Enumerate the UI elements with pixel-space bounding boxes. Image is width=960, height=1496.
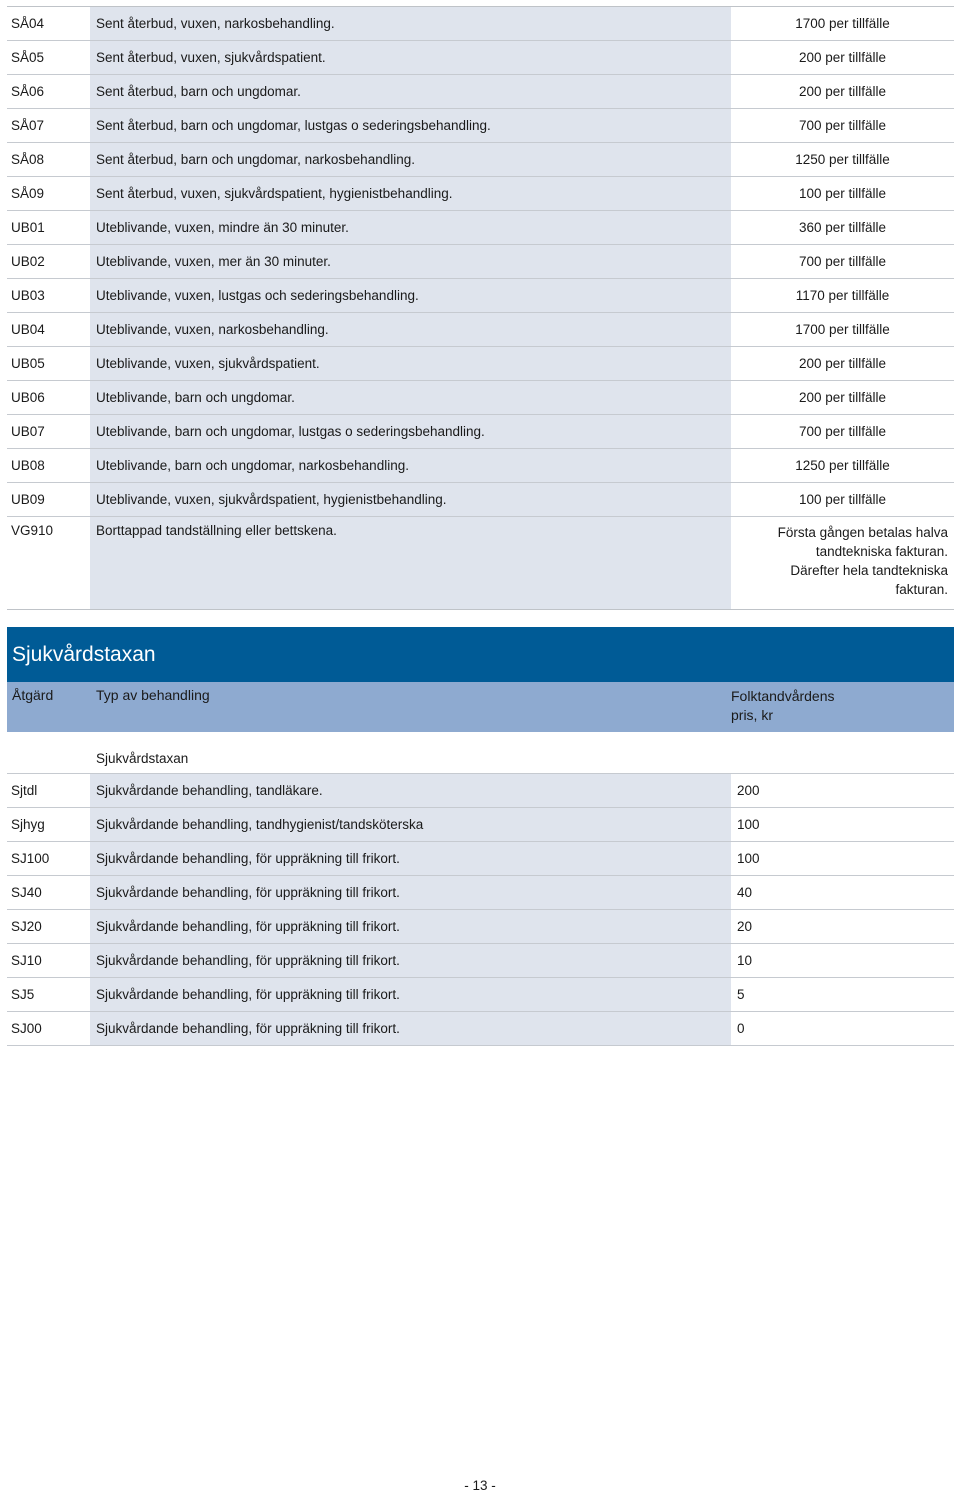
treatment-description: Uteblivande, vuxen, mindre än 30 minuter. — [90, 211, 731, 245]
treatment-description: Sent återbud, vuxen, narkosbehandling. — [90, 7, 731, 41]
table-row — [7, 7, 954, 41]
table-row — [7, 978, 954, 1012]
section-title: Sjukvårdstaxan — [12, 643, 156, 666]
price: 700 per tillfälle — [731, 245, 954, 279]
action-code: UB08 — [7, 449, 90, 483]
table-row — [7, 143, 954, 177]
empty-cell — [7, 732, 90, 774]
price-note-line: tandtekniska fakturan. — [815, 544, 948, 559]
action-code: Sjtdl — [7, 774, 90, 808]
price: 200 — [731, 774, 954, 808]
table-header-row — [7, 682, 954, 732]
treatment-description: Sjukvårdande behandling, för uppräkning till frikort. — [90, 978, 731, 1012]
price-note — [731, 517, 954, 610]
treatment-description: Sjukvårdande behandling, för uppräkning till frikort. — [90, 876, 731, 910]
action-code: UB01 — [7, 211, 90, 245]
treatment-description: Sjukvårdande behandling, för uppräkning till frikort. — [90, 1012, 731, 1046]
action-code: SJ40 — [7, 876, 90, 910]
sjukvardstaxa-table-body — [7, 682, 954, 1046]
treatment-description: Sjukvårdande behandling, tandläkare. — [90, 774, 731, 808]
column-header-price-line: Folktandvårdens — [731, 688, 835, 704]
fee-table-body — [7, 7, 954, 610]
column-header-type: Typ av behandling — [90, 682, 731, 732]
price: 1700 per tillfälle — [731, 313, 954, 347]
section-header — [7, 627, 954, 682]
price: 10 — [731, 944, 954, 978]
price-note-line: Första gången betalas halva — [777, 525, 948, 540]
price: 200 per tillfälle — [731, 75, 954, 109]
price: 100 — [731, 842, 954, 876]
action-code: SÅ07 — [7, 109, 90, 143]
action-code: SÅ09 — [7, 177, 90, 211]
late-cancellation-fee-table — [7, 6, 954, 610]
action-code: UB06 — [7, 381, 90, 415]
price: 20 — [731, 910, 954, 944]
table-row — [7, 245, 954, 279]
treatment-description: Uteblivande, vuxen, lustgas och sederingsbehandling. — [90, 279, 731, 313]
price: 200 per tillfälle — [731, 41, 954, 75]
action-code: UB04 — [7, 313, 90, 347]
action-code: Sjhyg — [7, 808, 90, 842]
treatment-description: Sjukvårdande behandling, för uppräkning till frikort. — [90, 944, 731, 978]
table-row — [7, 347, 954, 381]
action-code: SÅ04 — [7, 7, 90, 41]
action-code: UB05 — [7, 347, 90, 381]
price: 700 per tillfälle — [731, 109, 954, 143]
price: 0 — [731, 1012, 954, 1046]
table-row-vg910 — [7, 517, 954, 610]
action-code: SJ20 — [7, 910, 90, 944]
price: 1250 per tillfälle — [731, 143, 954, 177]
price: 100 — [731, 808, 954, 842]
page-number: - 13 - — [464, 1478, 496, 1493]
table-row — [7, 1012, 954, 1046]
action-code: SÅ08 — [7, 143, 90, 177]
price: 40 — [731, 876, 954, 910]
table-row — [7, 808, 954, 842]
column-header-price — [731, 682, 954, 732]
column-header-action: Åtgärd — [7, 682, 90, 732]
price: 1700 per tillfälle — [731, 7, 954, 41]
table-row — [7, 313, 954, 347]
price: 100 per tillfälle — [731, 483, 954, 517]
table-row — [7, 415, 954, 449]
table-row — [7, 483, 954, 517]
table-row — [7, 177, 954, 211]
action-code: SÅ06 — [7, 75, 90, 109]
action-code: UB02 — [7, 245, 90, 279]
treatment-description: Sjukvårdande behandling, för uppräkning till frikort. — [90, 910, 731, 944]
treatment-description: Sent återbud, barn och ungdomar, lustgas o sederingsbehandling. — [90, 109, 731, 143]
treatment-description: Borttappad tandställning eller bettskena. — [90, 517, 731, 610]
treatment-description: Uteblivande, barn och ungdomar, lustgas o sederingsbehandling. — [90, 415, 731, 449]
action-code: VG910 — [11, 523, 54, 538]
price: 100 per tillfälle — [731, 177, 954, 211]
table-row — [7, 944, 954, 978]
table-row — [7, 279, 954, 313]
treatment-description: Uteblivande, vuxen, narkosbehandling. — [90, 313, 731, 347]
treatment-description: Sjukvårdande behandling, tandhygienist/tandsköterska — [90, 808, 731, 842]
table-row — [7, 910, 954, 944]
treatment-description: Sent återbud, vuxen, sjukvårdspatient. — [90, 41, 731, 75]
table-row — [7, 109, 954, 143]
price: 1250 per tillfälle — [731, 449, 954, 483]
treatment-description: Uteblivande, vuxen, mer än 30 minuter. — [90, 245, 731, 279]
treatment-description: Sent återbud, barn och ungdomar, narkosbehandling. — [90, 143, 731, 177]
price-note-line: fakturan. — [895, 582, 948, 597]
price: 1170 per tillfälle — [731, 279, 954, 313]
action-code: SJ5 — [7, 978, 90, 1012]
table-subheader-row — [7, 732, 954, 774]
treatment-description: Uteblivande, barn och ungdomar, narkosbehandling. — [90, 449, 731, 483]
price: 200 per tillfälle — [731, 347, 954, 381]
treatment-description: Sent återbud, barn och ungdomar. — [90, 75, 731, 109]
action-code: SJ10 — [7, 944, 90, 978]
action-code: UB09 — [7, 483, 90, 517]
table-row — [7, 41, 954, 75]
treatment-description: Uteblivande, vuxen, sjukvårdspatient, hygienistbehandling. — [90, 483, 731, 517]
price: 200 per tillfälle — [731, 381, 954, 415]
price: 700 per tillfälle — [731, 415, 954, 449]
treatment-description: Uteblivande, vuxen, sjukvårdspatient. — [90, 347, 731, 381]
table-row — [7, 75, 954, 109]
table-row — [7, 449, 954, 483]
treatment-description: Sent återbud, vuxen, sjukvårdspatient, hygienistbehandling. — [90, 177, 731, 211]
action-code: SÅ05 — [7, 41, 90, 75]
price-note-line: Därefter hela tandtekniska — [790, 563, 948, 578]
table-row — [7, 842, 954, 876]
price: 5 — [731, 978, 954, 1012]
column-header-price-line: pris, kr — [731, 707, 773, 723]
table-row — [7, 876, 954, 910]
action-code: SJ00 — [7, 1012, 90, 1046]
action-code: UB03 — [7, 279, 90, 313]
empty-cell — [731, 732, 954, 774]
action-code: UB07 — [7, 415, 90, 449]
sjukvardstaxa-table — [7, 682, 954, 1046]
table-row — [7, 381, 954, 415]
table-row — [7, 774, 954, 808]
table-row — [7, 211, 954, 245]
treatment-description: Sjukvårdande behandling, för uppräkning till frikort. — [90, 842, 731, 876]
price: 360 per tillfälle — [731, 211, 954, 245]
subheader-label: Sjukvårdstaxan — [90, 732, 731, 774]
treatment-description: Uteblivande, barn och ungdomar. — [90, 381, 731, 415]
action-code: SJ100 — [7, 842, 90, 876]
